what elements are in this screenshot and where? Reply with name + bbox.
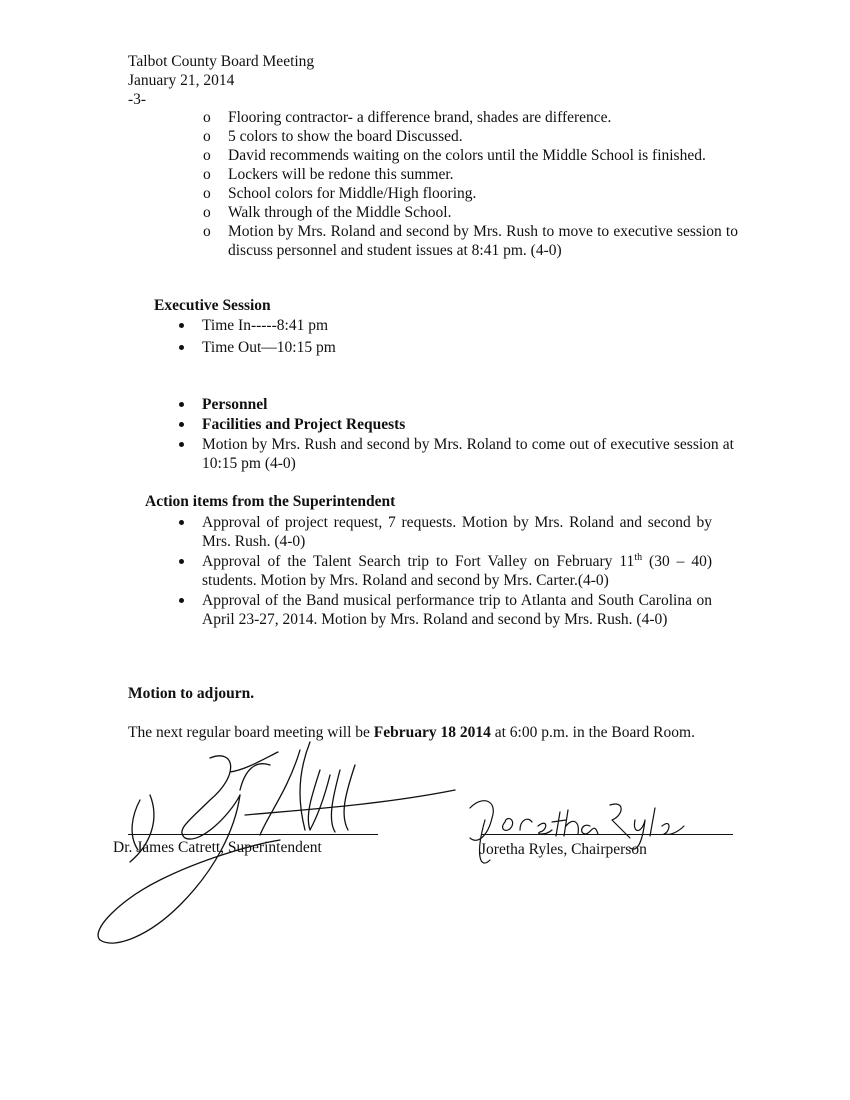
superintendent-caption: Dr. James Catrett, Superintendent	[113, 839, 322, 856]
adjourn-motion: Motion to adjourn.	[128, 685, 255, 702]
executive-session-heading: Executive Session	[154, 297, 271, 314]
sub-bullet-icon: o	[203, 204, 211, 221]
next-meeting-notice: The next regular board meeting will be February 18 2014 at 6:00 p.m. in the Board Room.	[128, 724, 695, 741]
list-item: Time Out—10:15 pm	[177, 338, 712, 357]
list-item: Motion by Mrs. Rush and second by Mrs. Roland to come out of executive session at 10:15 pm (4-0)	[177, 435, 734, 473]
list-item: o School colors for Middle/High flooring.	[203, 185, 477, 202]
list-item: Approval of the Band musical performance trip to Atlanta and South Carolina on April 23-27, 2014. Motion by Mrs. Roland and second by Mrs. Rush. (4-0)	[177, 591, 712, 629]
document-title: Talbot County Board Meeting	[128, 53, 315, 70]
list-item: Facilities and Project Requests	[177, 415, 712, 434]
sub-bullet-icon: o	[203, 185, 211, 202]
sub-bullet-icon: o	[203, 147, 211, 164]
list-item: o Flooring contractor- a difference brand, shades are difference.	[203, 109, 612, 126]
sub-bullet-icon: o	[203, 109, 211, 126]
list-item: Approval of the Talent Search trip to Fort Valley on February 11th (30 – 40) students. Motion by Mrs. Roland and second by Mrs. Carter.(4-0)	[177, 552, 712, 590]
sub-bullet-icon: o	[203, 223, 211, 240]
list-item: Personnel	[177, 395, 712, 414]
action-items-heading: Action items from the Superintendent	[145, 493, 396, 510]
list-item: o Lockers will be redone this summer.	[203, 166, 454, 183]
list-item: o 5 colors to show the board Discussed.	[203, 128, 463, 145]
page-number: -3-	[128, 91, 147, 108]
sub-bullet-icon: o	[203, 128, 211, 145]
next-meeting-date: February 18 2014	[373, 724, 491, 741]
list-item: o David recommends waiting on the colors until the Middle School is finished.	[203, 147, 706, 164]
meeting-date: January 21, 2014	[128, 72, 235, 89]
list-item: Approval of project request, 7 requests. Motion by Mrs. Roland and second by Mrs. Rush. (4-0)	[177, 513, 712, 551]
list-item: Time In-----8:41 pm	[177, 316, 712, 335]
sub-bullet-icon: o	[203, 166, 211, 183]
chairperson-caption: Joretha Ryles, Chairperson	[480, 841, 647, 858]
list-item: o Walk through of the Middle School.	[203, 204, 452, 221]
list-item: o Motion by Mrs. Roland and second by Mrs. Rush to move to executive session to discuss personnel and student issues at 8:41 pm. (4-0)	[203, 223, 738, 259]
